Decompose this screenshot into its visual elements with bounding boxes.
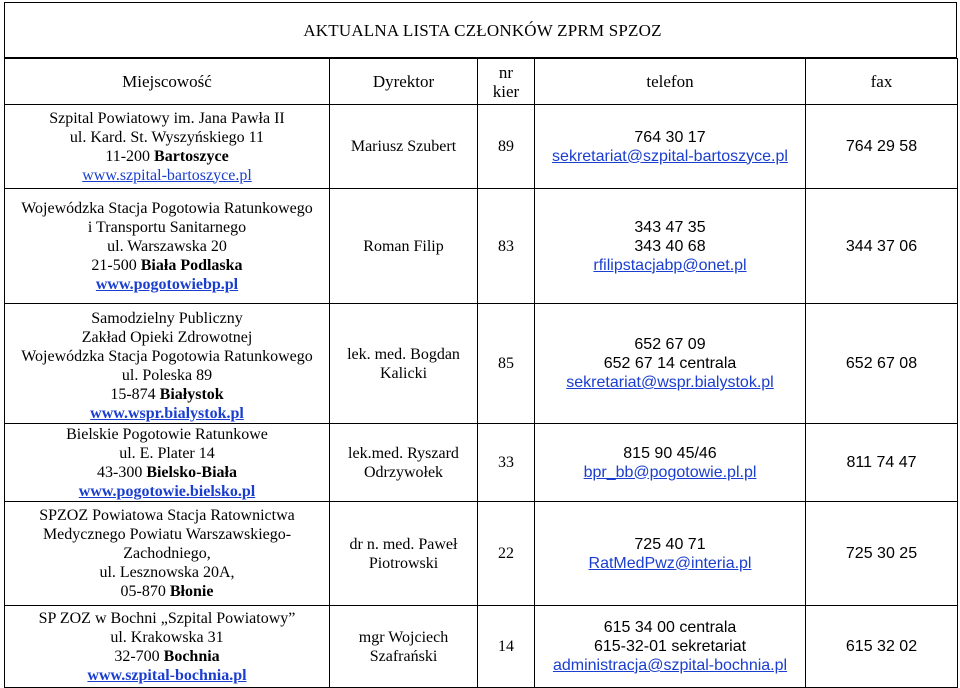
place-cell	[5, 606, 330, 688]
header-kier: kier	[492, 81, 520, 101]
phone-cell	[535, 304, 806, 424]
email-link[interactable]: bpr_bb@pogotowie.pl.pl	[583, 463, 757, 481]
phone-number: 343 40 68	[634, 237, 706, 255]
website-link[interactable]: www.pogotowie.bielsko.pl	[78, 482, 256, 500]
fax-cell: 652 67 08	[806, 304, 958, 424]
place-cell	[5, 304, 330, 424]
place-line: i Transportu Sanitarnego	[87, 218, 247, 236]
table-row	[5, 502, 958, 606]
postal-line	[7, 647, 327, 666]
phone-number: 764 30 17	[634, 128, 706, 146]
postal-line	[7, 256, 327, 275]
phone-number: 652 67 14 centrala	[603, 355, 737, 372]
table-row	[5, 304, 958, 424]
phone-cell	[535, 424, 806, 502]
postal-line	[7, 147, 327, 166]
header-nr: nr	[498, 62, 514, 82]
postal-line	[7, 385, 327, 404]
place-line: ul. Krakowska 31	[110, 628, 224, 646]
nr-cell: 85	[478, 304, 535, 424]
table-row	[5, 424, 958, 502]
email-link[interactable]: administracja@szpital-bochnia.pl	[552, 657, 788, 674]
nr-cell: 83	[478, 189, 535, 304]
header-fax: fax	[806, 59, 958, 105]
postal-code: 21-500	[91, 256, 141, 274]
place-line: ul. Lesznowska 20A,	[99, 564, 235, 581]
place-cell	[5, 105, 330, 189]
place-cell	[5, 502, 330, 606]
email-link[interactable]: rfilipstacjabp@onet.pl	[593, 256, 747, 274]
email-link[interactable]: sekretariat@szpital-bartoszyce.pl	[552, 147, 788, 165]
director-cell	[330, 304, 478, 424]
fax-cell: 344 37 06	[806, 189, 958, 304]
director-cell	[330, 606, 478, 688]
place-line: Szpital Powiatowy im. Jana Pawła II	[49, 109, 285, 127]
place-line: Wojewódzka Stacja Pogotowia Ratunkowego	[21, 347, 313, 365]
nr-cell: 33	[478, 424, 535, 502]
postal-code: 15-874	[110, 385, 160, 403]
place-line: SPZOZ Powiatowa Stacja Ratownictwa	[39, 507, 295, 524]
director-line: Odrzywołek	[363, 463, 444, 481]
postal-code: 05-870	[120, 583, 170, 600]
email-link[interactable]: RatMedPwz@interia.pl	[588, 554, 752, 572]
city-name: Błonie	[169, 583, 214, 600]
city-name: Bielsko-Biała	[146, 463, 237, 481]
fax-cell: 725 30 25	[806, 502, 958, 606]
page-title: AKTUALNA LISTA CZŁONKÓW ZPRM SPZOZ	[303, 21, 662, 40]
place-line: SP ZOZ w Bochni „Szpital Powiatowy”	[38, 609, 296, 627]
phone-cell	[535, 606, 806, 688]
postal-code: 11-200	[105, 147, 155, 165]
city-name: Bochnia	[163, 647, 220, 665]
website-link[interactable]: www.pogotowiebp.pl	[95, 275, 239, 293]
city-name: Bartoszyce	[154, 147, 229, 165]
header-director: Dyrektor	[330, 59, 478, 105]
phone-number: 652 67 09	[634, 336, 706, 353]
phone-number: 615-32-01 sekretariat	[593, 638, 747, 655]
postal-line	[7, 463, 327, 482]
place-line: Wojewódzka Stacja Pogotowia Ratunkowego	[21, 199, 313, 217]
director-cell: Mariusz Szubert	[330, 105, 478, 189]
director-cell	[330, 424, 478, 502]
director-cell: Roman Filip	[330, 189, 478, 304]
phone-cell	[535, 502, 806, 606]
director-line: mgr Wojciech	[358, 628, 449, 646]
table-row	[5, 606, 958, 688]
header-phone: telefon	[535, 59, 806, 105]
postal-code: 32-700	[114, 647, 164, 665]
nr-cell: 22	[478, 502, 535, 606]
postal-line	[7, 582, 327, 601]
place-line: Zakład Opieki Zdrowotnej	[81, 328, 253, 346]
phone-number: 725 40 71	[634, 535, 706, 553]
title-box	[4, 2, 957, 58]
members-table	[4, 58, 958, 688]
phone-cell	[535, 189, 806, 304]
place-line: ul. Kard. St. Wyszyńskiego 11	[69, 128, 265, 146]
header-place: Miejscowość	[5, 59, 330, 105]
table-row	[5, 105, 958, 189]
table-header-row	[5, 59, 958, 105]
postal-code: 43-300	[96, 463, 147, 481]
place-line: ul. E. Plater 14	[119, 444, 215, 462]
place-line: Zachodniego,	[123, 545, 211, 562]
city-name: Biała Podlaska	[140, 256, 243, 274]
place-line: ul. Poleska 89	[121, 366, 213, 384]
director-cell	[330, 502, 478, 606]
place-line: Bielskie Pogotowie Ratunkowe	[66, 425, 268, 443]
nr-cell: 14	[478, 606, 535, 688]
director-line: Szafrański	[369, 647, 438, 665]
director-line: lek.med. Ryszard	[348, 444, 459, 462]
place-cell	[5, 424, 330, 502]
director-line: dr n. med. Paweł	[349, 535, 458, 553]
fax-cell: 811 74 47	[806, 424, 958, 502]
director-line: Piotrowski	[368, 554, 439, 572]
website-link[interactable]: www.wspr.bialystok.pl	[90, 404, 244, 422]
phone-cell	[535, 105, 806, 189]
nr-cell: 89	[478, 105, 535, 189]
director-line: lek. med. Bogdan	[347, 345, 460, 363]
phone-number: 815 90 45/46	[623, 444, 717, 462]
director-line: Kalicki	[379, 364, 428, 382]
email-link[interactable]: sekretariat@wspr.bialystok.pl	[566, 374, 774, 391]
phone-number: 343 47 35	[634, 218, 706, 236]
city-name: Białystok	[159, 385, 224, 403]
website-link[interactable]: www.szpital-bartoszyce.pl	[82, 166, 252, 184]
header-nr-kier	[478, 59, 535, 105]
table-row	[5, 189, 958, 304]
place-line: ul. Warszawska 20	[107, 237, 227, 255]
fax-cell: 764 29 58	[806, 105, 958, 189]
place-cell	[5, 189, 330, 304]
fax-cell: 615 32 02	[806, 606, 958, 688]
place-line: Samodzielny Publiczny	[91, 309, 243, 327]
phone-number: 615 34 00 centrala	[603, 619, 737, 636]
place-line: Medycznego Powiatu Warszawskiego-	[42, 526, 292, 543]
website-link[interactable]: www.szpital-bochnia.pl	[87, 666, 247, 684]
